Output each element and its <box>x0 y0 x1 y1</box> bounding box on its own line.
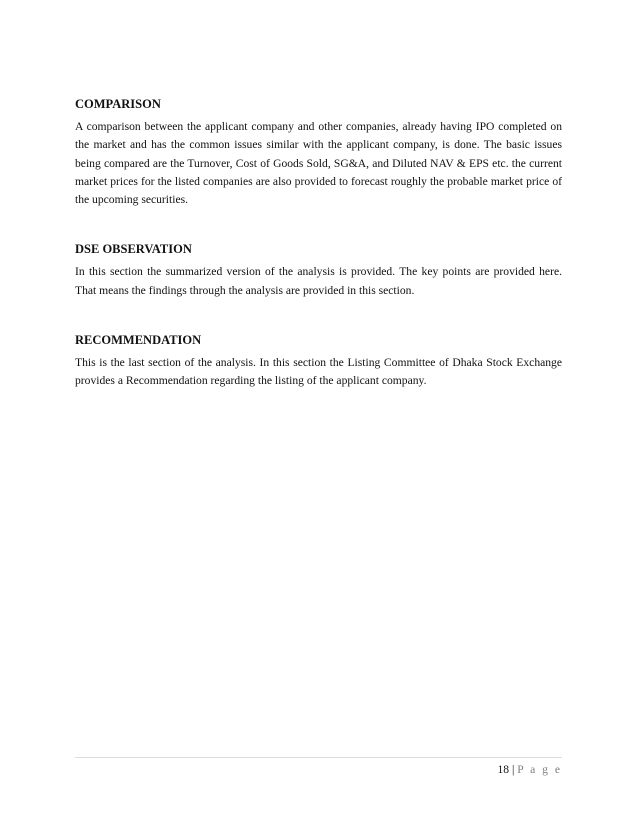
page-footer <box>497 762 562 778</box>
page-label: P a g e <box>517 763 562 776</box>
section-body: This is the last section of the analysis. In this section the Listing Committee of Dhaka Stock Exchange provides a Recommendation regarding the listing of the applicant company. <box>75 356 562 388</box>
section-body: A comparison between the applicant company and other companies, already having IPO completed on the market and has the common issues similar with the applicant company, is done. The basic issues being compared are the Turnover, Cost of Goods Sold, SG&A, and Diluted NAV & EPS etc. the current market prices for the listed companies are also provided to forecast roughly the probable market price of the upcoming securities. <box>75 120 562 207</box>
section-heading: RECOMMENDATION <box>75 333 202 348</box>
section-dse-observation <box>75 241 562 300</box>
footer-divider <box>75 757 562 758</box>
footer-separator: | <box>511 763 515 776</box>
section-body: In this section the summarized version of the analysis is provided. The key points are provided here. That means the findings through the analysis are provided in this section. <box>75 265 562 297</box>
section-heading: COMPARISON <box>75 97 161 111</box>
page-number: 18 <box>497 763 510 776</box>
section-comparison <box>75 96 562 209</box>
section-recommendation <box>75 332 562 391</box>
section-heading: DSE OBSERVATION <box>75 242 192 257</box>
page-content <box>75 96 562 423</box>
